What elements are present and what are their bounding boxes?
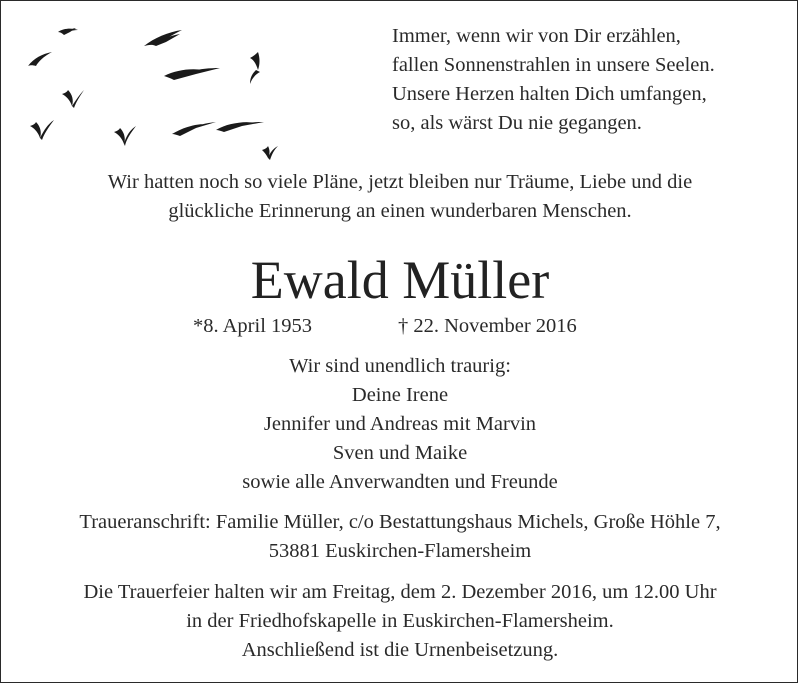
poem-line: so, als wärst Du nie gegangen. — [392, 112, 642, 134]
mourner-line: Wir sind unendlich traurig: — [289, 355, 511, 377]
mourning-address — [0, 508, 800, 566]
address-line: 53881 Euskirchen-Flamersheim — [268, 540, 532, 562]
bird-icon — [114, 126, 136, 146]
mourner-line: Sven und Maike — [332, 442, 468, 464]
bird-icon — [58, 28, 78, 35]
address-line: Traueranschrift: Familie Müller, c/o Bestattungshaus Michels, Große Höhle 7, — [79, 511, 721, 533]
mourner-line: Jennifer und Andreas mit Marvin — [263, 413, 537, 435]
service-line: Anschließend ist die Urnenbeisetzung. — [241, 639, 559, 661]
bird-icon — [62, 90, 84, 108]
deceased-name: Ewald Müller — [250, 250, 550, 310]
bird-icon — [250, 52, 260, 84]
flying-birds-icon — [20, 18, 290, 168]
bird-icon — [216, 122, 264, 132]
bird-icon — [28, 52, 52, 66]
mourner-line: sowie alle Anverwandten und Freunde — [242, 471, 558, 493]
poem-block — [392, 22, 782, 138]
bird-icon — [144, 30, 182, 46]
funeral-service-info — [0, 578, 800, 665]
intro-text — [0, 168, 800, 226]
mourner-line: Deine Irene — [351, 384, 449, 406]
mourners-list — [0, 352, 800, 497]
intro-line: glückliche Erinnerung an einen wunderbaren Menschen. — [168, 200, 632, 222]
bird-icon — [262, 146, 278, 160]
poem-line: fallen Sonnenstrahlen in unsere Seelen. — [392, 54, 715, 76]
service-line: in der Friedhofskapelle in Euskirchen-Flamersheim. — [186, 610, 614, 632]
life-dates — [0, 312, 800, 340]
death-date: † 22. November 2016 — [398, 315, 577, 337]
bird-icon — [30, 120, 54, 140]
service-line: Die Trauerfeier halten wir am Freitag, dem 2. Dezember 2016, um 12.00 Uhr — [83, 581, 717, 603]
bird-icon — [164, 68, 220, 80]
bird-icon — [172, 122, 216, 136]
intro-line: Wir hatten noch so viele Pläne, jetzt bleiben nur Träume, Liebe und die — [107, 171, 693, 193]
poem-line: Immer, wenn wir von Dir erzählen, — [392, 25, 681, 47]
poem-line: Unsere Herzen halten Dich umfangen, — [392, 83, 707, 105]
birth-date: *8. April 1953 — [193, 315, 313, 337]
